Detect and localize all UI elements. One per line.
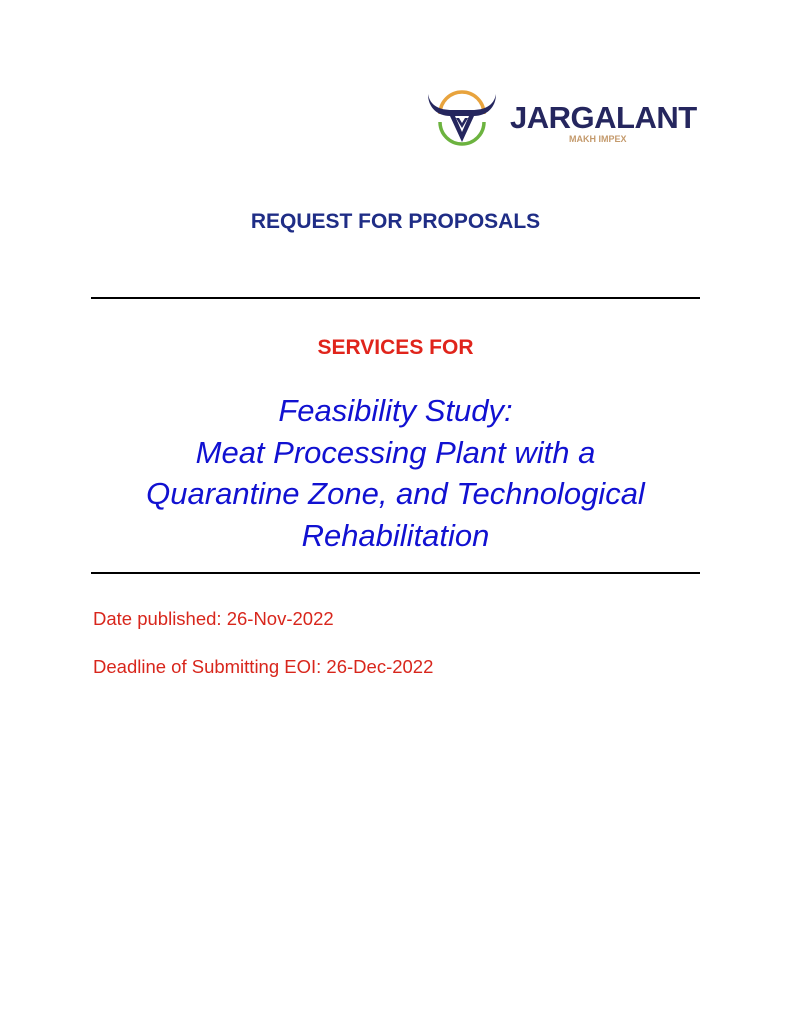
- document-title: REQUEST FOR PROPOSALS: [250, 210, 541, 233]
- company-logo: [426, 88, 706, 154]
- study-title-line: Feasibility Study:: [278, 393, 513, 428]
- top-divider: [91, 297, 700, 299]
- study-title-line: Rehabilitation: [301, 517, 490, 553]
- bottom-divider: [91, 572, 700, 574]
- services-label: SERVICES FOR: [317, 336, 474, 359]
- study-title-line: Meat Processing Plant with a: [195, 434, 596, 470]
- date-published: Date published: 26-Nov-2022: [93, 608, 334, 629]
- logo-subtitle: MAKH IMPEX: [569, 134, 627, 144]
- logo-wordmark: JARGALANT: [510, 100, 697, 135]
- study-title-line: Quarantine Zone, and Technological: [146, 476, 645, 511]
- bull-head-logo-icon: [426, 88, 498, 154]
- study-title: [0, 390, 791, 556]
- submission-deadline: Deadline of Submitting EOI: 26-Dec-2022: [93, 656, 434, 677]
